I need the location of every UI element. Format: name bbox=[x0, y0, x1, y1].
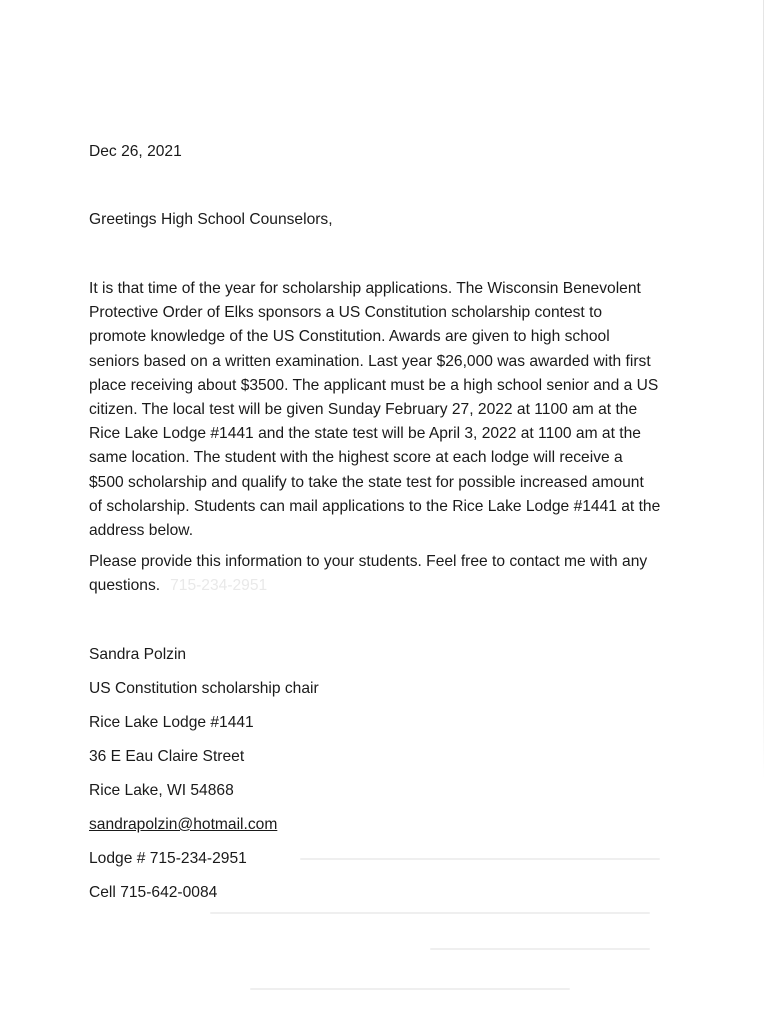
signature-lodge-phone: Lodge # 715-234-2951 bbox=[89, 850, 247, 867]
signature-title: US Constitution scholarship chair bbox=[89, 680, 319, 697]
signature-city: Rice Lake, WI 54868 bbox=[89, 782, 234, 799]
scan-noise bbox=[430, 948, 650, 950]
body-line: place receiving about $3500. The applicant must be a high school senior and a US bbox=[89, 376, 659, 394]
letter-body bbox=[89, 277, 679, 543]
body-line: Rice Lake Lodge #1441 and the state test will be April 3, 2022 at 1100 am at the bbox=[89, 425, 641, 443]
signature-street: 36 E Eau Claire Street bbox=[89, 748, 245, 765]
letter-date: Dec 26, 2021 bbox=[89, 143, 182, 160]
body-line: same location. The student with the highest score at each lodge will receive a bbox=[89, 449, 623, 467]
scan-noise bbox=[210, 912, 650, 914]
body-line: $500 scholarship and qualify to take the state test for possible increased amount bbox=[89, 473, 644, 491]
closing-line: Please provide this information to your students. Feel free to contact me with any bbox=[89, 553, 648, 570]
body-line: seniors based on a written examination. Last year $26,000 was awarded with first bbox=[89, 352, 651, 370]
body-line: of scholarship. Students can mail applications to the Rice Lake Lodge #1441 at the bbox=[89, 497, 661, 515]
faint-bleed-text: 715-234-2951 bbox=[170, 577, 268, 595]
body-line: address below. bbox=[89, 522, 194, 540]
scan-noise bbox=[250, 988, 570, 990]
closing-line-text: questions. bbox=[89, 577, 161, 595]
scan-noise bbox=[300, 858, 660, 860]
signature-name: Sandra Polzin bbox=[89, 646, 187, 663]
signature-cell-phone: Cell 715-642-0084 bbox=[89, 884, 218, 901]
body-line: promote knowledge of the US Constitution. Awards are given to high school bbox=[89, 328, 610, 346]
letter-greeting: Greetings High School Counselors, bbox=[89, 211, 333, 228]
closing-line bbox=[89, 574, 689, 598]
body-line: Protective Order of Elks sponsors a US Constitution scholarship contest to bbox=[89, 304, 603, 322]
signature-organization: Rice Lake Lodge #1441 bbox=[89, 714, 254, 731]
body-line: citizen. The local test will be given Sunday February 27, 2022 at 1100 am at the bbox=[89, 401, 638, 419]
letter-closing bbox=[89, 550, 689, 598]
body-line: It is that time of the year for scholarship applications. The Wisconsin Benevolent bbox=[89, 280, 641, 297]
signature-email-link[interactable]: sandrapolzin@hotmail.com bbox=[89, 816, 278, 833]
scan-edge bbox=[763, 0, 764, 780]
